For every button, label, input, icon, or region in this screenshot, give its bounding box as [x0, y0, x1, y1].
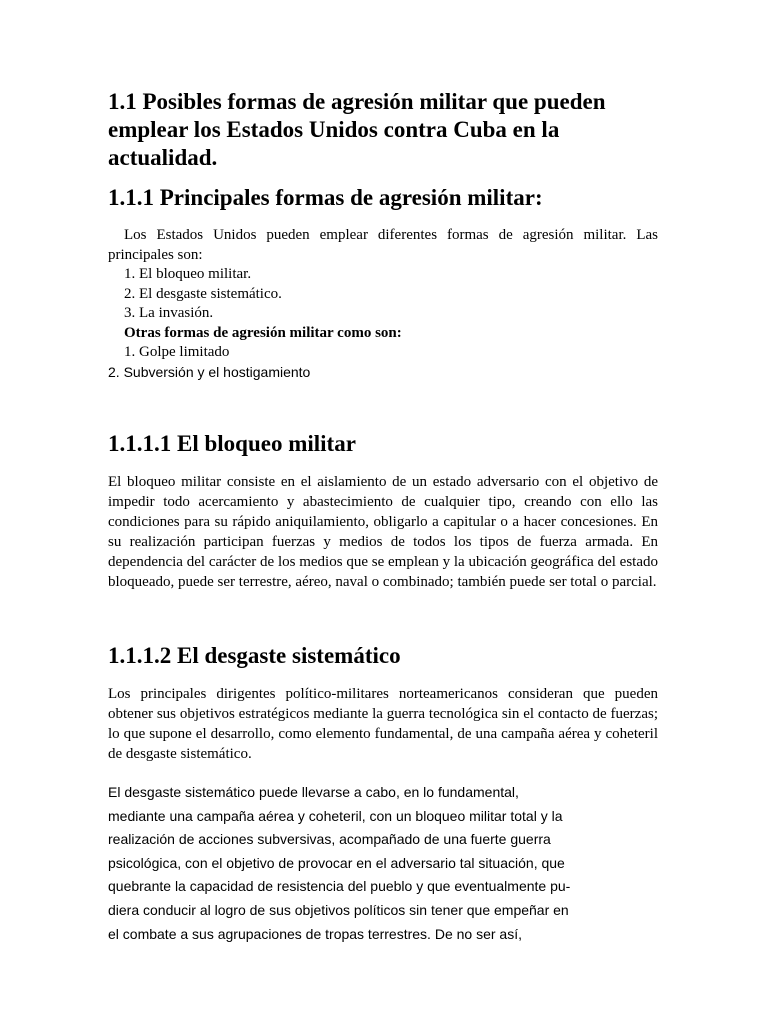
section-paragraph-sans [108, 781, 658, 946]
list-item: 3. La invasión. [124, 305, 214, 321]
list-item: 1. Golpe limitado [124, 344, 230, 360]
text-line: mediante una campaña aérea y coheteril, con un bloqueo militar total y la [108, 807, 563, 824]
text-line: El desgaste sistemático puede llevarse a cabo, en lo fundamental, [108, 784, 519, 800]
text-line: psicológica, con el objetivo de provocar en el adversario tal situación, que [108, 854, 565, 871]
intro-paragraph: Los Estados Unidos pueden emplear diferentes formas de agresión militar. Las principales son: [108, 227, 658, 263]
list-item: 2. El desgaste sistemático. [124, 285, 282, 302]
main-forms-list [108, 265, 658, 363]
sub-heading: 1.1.1 Principales formas de agresión militar: [108, 185, 543, 210]
list-item: 1. El bloqueo militar. [124, 266, 252, 282]
list-item-sans: 2. Subversión y el hostigamiento [108, 364, 311, 380]
section-heading: 1.1.1.1 El bloqueo militar [108, 431, 356, 456]
text-line: realización de acciones subversivas, acompañado de una fuerte guerra [108, 831, 551, 848]
text-line: diera conducir al logro de sus objetivos políticos sin tener que empeñar en [108, 901, 569, 918]
section-paragraph: Los principales dirigentes político-militares norteamericanos consideran que pueden obtener sus objetivos estratégicos mediante la guerra tecnológica sin el contacto de fuerzas; lo que supone el desarrollo, como elemento fundamental, de una campaña aérea y coheteril de desgaste sistemático. [108, 686, 658, 762]
text-line: quebrante la capacidad de resistencia del pueblo y que eventualmente pu- [108, 878, 571, 895]
other-forms-title: Otras formas de agresión militar como son: [124, 324, 402, 341]
section-heading: 1.1.1.2 El desgaste sistemático [108, 643, 401, 668]
main-heading: 1.1 Posibles formas de agresión militar que pueden emplear los Estados Unidos contra Cuba en la actualidad. [108, 89, 606, 170]
intro-block [108, 226, 658, 363]
text-line: el combate a sus agrupaciones de tropas terrestres. De no ser así, [108, 925, 522, 942]
section-paragraph: El bloqueo militar consiste en el aislamiento de un estado adversario con el objetivo de impedir todo acercamiento y abastecimiento de cualquier tipo, creando con ello las condiciones para su rápido aniquilamiento, obligarlo a capitular o a hacer concesiones. En su realización participan fuerzas y medios de todos los tipos de fuerza armada. En dependencia del carácter de los medios que se emplean y la ubicación geográfica del estado bloqueado, puede ser terrestre, aéreo, naval o combinado; también puede ser total o parcial. [108, 474, 658, 590]
